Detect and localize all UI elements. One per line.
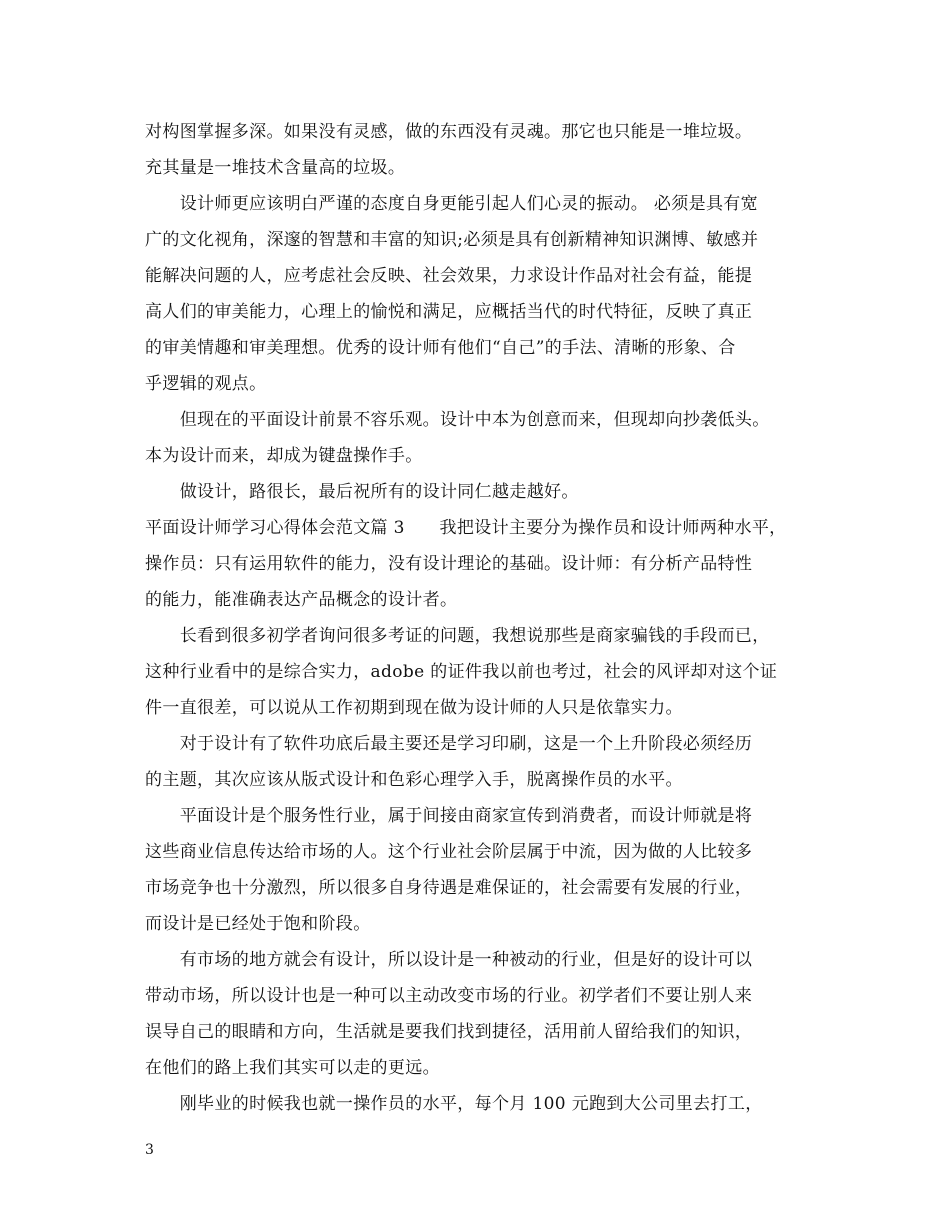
text-line: 件一直很差，可以说从工作初期到现在做为设计师的人只是依靠实力。: [145, 698, 683, 718]
text-line: 这些商业信息传达给市场的人。这个行业社会阶层属于中流，因为做的人比较多: [145, 842, 753, 862]
text-line: 在他们的路上我们其实可以走的更远。: [145, 1058, 440, 1078]
text-line: 对构图掌握多深。如果没有灵感，做的东西没有灵魂。那它也只能是一堆垃圾。: [145, 122, 753, 142]
text-line: 设计师更应该明白严谨的态度自身更能引起人们心灵的振动。 必须是具有宽: [145, 194, 759, 214]
text-line: 带动市场，所以设计也是一种可以主动改变市场的行业。初学者们不要让别人来: [145, 986, 753, 1006]
page-number: 3: [145, 1142, 154, 1158]
text-line: 的审美情趣和审美理想。优秀的设计师有他们“自己”的手法、清晰的形象、合: [145, 338, 736, 358]
text-line: 刚毕业的时候我也就一操作员的水平，每个月 100 元跑到大公司里去打工，: [145, 1094, 763, 1114]
text-line: 平面设计师学习心得体会范文篇 3 我把设计主要分为操作员和设计师两种水平，: [145, 518, 787, 538]
text-line: 的能力，能准确表达产品概念的设计者。: [145, 590, 458, 610]
text-line: 高人们的审美能力，心理上的愉悦和满足，应概括当代的时代特征，反映了真正: [145, 302, 753, 322]
text-line: 做设计，路很长，最后祝所有的设计同仁越走越好。: [145, 482, 579, 502]
text-line: 本为设计而来，却成为键盘操作手。: [145, 446, 423, 466]
text-line: 而设计是已经处于饱和阶段。: [145, 914, 371, 934]
text-line: 操作员：只有运用软件的能力，没有设计理论的基础。设计师：有分析产品特性: [145, 554, 753, 574]
text-line: 但现在的平面设计前景不容乐观。设计中本为创意而来，但现却向抄袭低头。: [145, 410, 770, 430]
text-line: 充其量是一堆技术含量高的垃圾。: [145, 158, 406, 178]
text-line: 有市场的地方就会有设计，所以设计是一种被动的行业，但是好的设计可以: [145, 950, 753, 970]
body-text: [145, 114, 835, 1122]
text-line: 广的文化视角，深邃的智慧和丰富的知识;必须是具有创新精神知识渊博、敏感并: [145, 230, 759, 250]
text-line: 乎逻辑的观点。: [145, 374, 267, 394]
text-line: 的主题，其次应该从版式设计和色彩心理学入手，脱离操作员的水平。: [145, 770, 683, 790]
text-line: 这种行业看中的是综合实力，adobe 的证件我以前也考过，社会的风评却对这个证: [145, 662, 778, 682]
text-line: 长看到很多初学者询问很多考证的问题，我想说那些是商家骗钱的手段而已，: [145, 626, 770, 646]
text-line: 误导自己的眼睛和方向，生活就是要我们找到捷径，活用前人留给我们的知识，: [145, 1022, 753, 1042]
text-line: 能解决问题的人，应考虑社会反映、社会效果，力求设计作品对社会有益，能提: [145, 266, 753, 286]
text-line: 平面设计是个服务性行业，属于间接由商家宣传到消费者，而设计师就是将: [145, 806, 753, 826]
text-line: 市场竞争也十分激烈，所以很多自身待遇是难保证的，社会需要有发展的行业，: [145, 878, 753, 898]
text-line: 对于设计有了软件功底后最主要还是学习印刷，这是一个上升阶段必须经历: [145, 734, 753, 754]
